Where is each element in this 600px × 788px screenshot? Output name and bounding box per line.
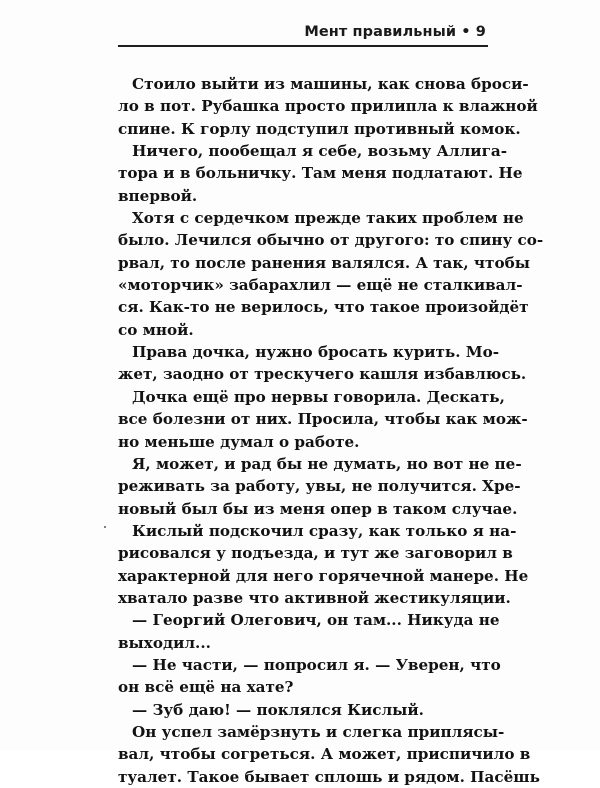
text-line: «моторчик» забарахлил — ещё не сталкивал- (118, 276, 523, 295)
text-line: туалет. Такое бывает сплошь и рядом. Пасёшь (118, 767, 540, 786)
running-header (118, 20, 488, 46)
text-line: Он успел замёрзнуть и слегка приплясы- (132, 722, 505, 741)
paragraph (118, 654, 501, 699)
text-line: спине. К горлу подступил противный комок. (118, 119, 521, 138)
text-line: — Не части, — попросил я. — Уверен, что (132, 655, 501, 674)
paragraph (118, 140, 523, 207)
paragraph (118, 207, 544, 341)
text-line: Хотя с сердечком прежде таких проблем не (132, 209, 524, 228)
text-line: впервой. (118, 186, 198, 205)
text-line: ся. Как-то не верилось, что такое произойдёт (118, 298, 529, 317)
text-line: Дочка ещё про нервы говорила. Дескать, (132, 387, 505, 406)
text-line: тора и в больничку. Там меня подлатают. Не (118, 164, 523, 183)
text-line: новый был бы из меня опер в таком случае. (118, 499, 518, 518)
text-line: все болезни от них. Просила, чтобы как мож- (118, 410, 528, 429)
text-line: — Георгий Олегович, он там... Никуда не (132, 611, 500, 630)
paragraph (118, 341, 527, 386)
paragraph (118, 699, 476, 721)
text-line: выходил... (118, 633, 211, 652)
text-line: вал, чтобы согреться. А может, приспичило в (118, 745, 531, 764)
text-line: ло в пот. Рубашка просто прилипла к влажной (118, 97, 538, 116)
text-line: рвал, то после ранения валялся. А так, чтобы (118, 253, 530, 272)
text-line: было. Лечился обычно от другого: то спину со- (118, 231, 544, 250)
text-line: рисовался у подъезда, и тут же заговорил в (118, 544, 513, 563)
text-line: Права дочка, нужно бросать курить. Мо- (132, 343, 500, 362)
text-line: Кислый подскочил сразу, как только я на- (132, 521, 517, 540)
text-line: Ничего, пообещал я себе, возьму Аллига- (132, 142, 508, 161)
text-line: со мной. (118, 320, 194, 339)
text-line: но меньше думал о работе. (118, 432, 360, 451)
paragraph (118, 73, 538, 140)
text-line: реживать за работу, увы, не получится. Хре- (118, 477, 521, 496)
text-line: — Зуб даю! — поклялся Кислый. (132, 700, 424, 719)
paragraph (118, 721, 540, 788)
text-line: Стоило выйти из машины, как снова броси- (132, 75, 529, 93)
text-line: хватало разве что активной жестикуляции. (118, 588, 511, 607)
header-rule (118, 45, 488, 47)
text-line: Я, может, и рад бы не думать, но вот не пе- (132, 454, 522, 473)
body-text (118, 73, 544, 788)
text-line: он всё ещё на хате? (118, 678, 294, 697)
paragraph (118, 386, 528, 453)
paragraph (118, 453, 522, 520)
paragraph (118, 520, 529, 609)
text-line: жет, заодно от трескучего кашля избавлюсь. (118, 365, 527, 384)
running-title: Мент правильный • 9 (304, 24, 486, 40)
scan-speck (104, 526, 106, 528)
paragraph (118, 609, 500, 654)
text-line: характерной для него горячечной манере. Не (118, 566, 529, 585)
